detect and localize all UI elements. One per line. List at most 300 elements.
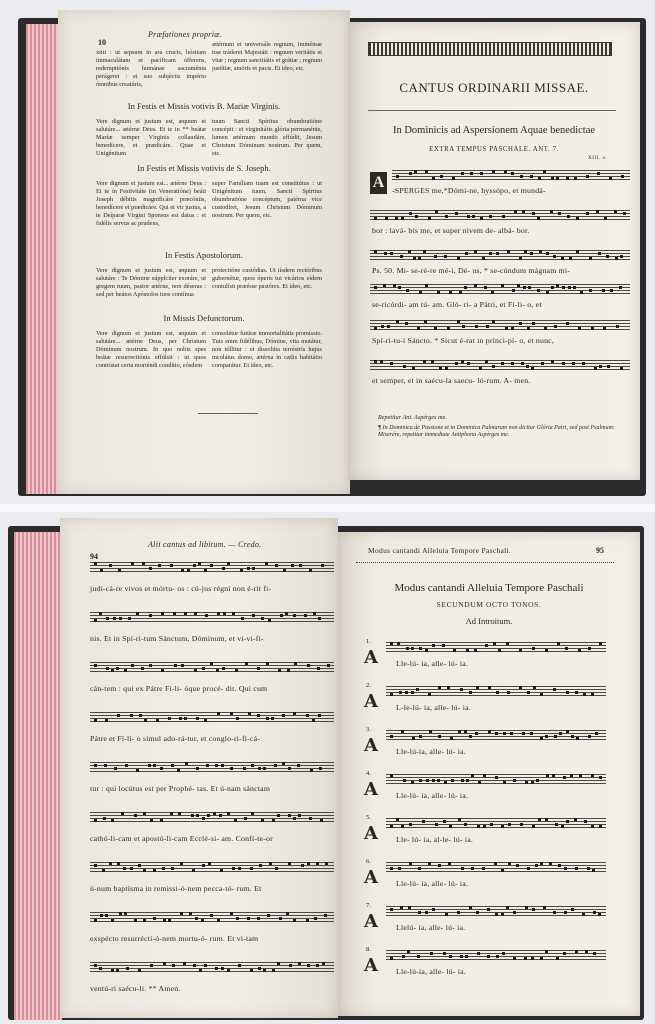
section-text-left: Vere dignum et justum est, æquum et salutáre : Te Dómine súpplciter exoráre, ut gregem tuum, pastor ætérne, non déseras : sed per beátos Apóstolos tuos contínua xyxy=(96,267,206,298)
neume xyxy=(117,862,120,865)
neume xyxy=(572,362,575,365)
neume xyxy=(452,177,455,180)
neume xyxy=(192,869,195,872)
neume xyxy=(390,252,393,255)
neume xyxy=(476,911,479,914)
neume xyxy=(102,869,105,872)
neume xyxy=(615,257,618,260)
neume xyxy=(430,952,433,955)
neume xyxy=(490,823,493,826)
neume xyxy=(407,950,410,953)
neume xyxy=(206,764,209,767)
neume xyxy=(580,291,583,294)
staff xyxy=(386,818,606,828)
neume xyxy=(298,814,301,817)
neume xyxy=(425,649,428,652)
neume xyxy=(526,365,529,368)
neume xyxy=(467,362,470,365)
section-heading: In Festis et Missis votivis B. Mariæ Virginis. xyxy=(127,101,281,111)
neume xyxy=(531,367,534,370)
neume xyxy=(251,764,254,767)
neume xyxy=(217,612,220,615)
neume xyxy=(117,714,120,717)
neume xyxy=(562,362,565,365)
neume xyxy=(210,914,213,917)
neume xyxy=(566,322,569,325)
neume xyxy=(451,779,454,782)
neume xyxy=(181,664,184,667)
neume xyxy=(380,360,383,363)
neume xyxy=(471,774,474,777)
neume xyxy=(158,564,161,567)
neume xyxy=(528,286,531,289)
neume xyxy=(508,823,511,826)
neume xyxy=(513,957,516,960)
neume xyxy=(519,649,522,652)
neume xyxy=(482,257,485,260)
neume xyxy=(116,667,119,670)
neume xyxy=(599,776,602,779)
neume xyxy=(217,919,220,922)
neume xyxy=(587,867,590,870)
neume xyxy=(474,250,477,253)
neume xyxy=(488,686,491,689)
neume xyxy=(287,669,290,672)
neume xyxy=(484,286,487,289)
neume xyxy=(104,764,107,767)
chant-lyric: Llelú- ia, alle- lú- ia. xyxy=(396,923,466,932)
neume xyxy=(512,289,515,292)
page-number: 94 xyxy=(90,552,98,561)
page-number: 95 xyxy=(596,546,604,555)
neume xyxy=(279,917,282,920)
neume xyxy=(267,914,270,917)
neume xyxy=(390,908,393,911)
neume xyxy=(505,327,508,330)
neume xyxy=(269,862,272,865)
neume xyxy=(149,614,152,617)
neume xyxy=(94,964,97,967)
neume xyxy=(316,964,319,967)
neume xyxy=(245,662,248,665)
neume xyxy=(318,617,321,620)
neume xyxy=(257,917,260,920)
neume xyxy=(592,869,595,872)
neume xyxy=(447,327,450,330)
tone-initial: A xyxy=(364,779,378,800)
neume xyxy=(483,825,486,828)
neume xyxy=(171,764,174,767)
neume xyxy=(103,817,106,820)
neume xyxy=(598,252,601,255)
neume xyxy=(111,819,114,822)
neume xyxy=(252,614,255,617)
neume xyxy=(116,969,119,972)
section-text-left: Vere dignum et justum est... ætérne Deus : Et te in Festivitáte (in Veneratióne) beáti Joseph débitis magnificáre præcóniis, benedícere et prædicáre. Qui et vir justus, a te Deíparæ Vírgini Sponsus est datus : et fidélis servus ac prudens, xyxy=(96,180,206,227)
neume xyxy=(591,774,594,777)
neume xyxy=(320,819,323,822)
neume xyxy=(282,762,285,765)
neume xyxy=(501,362,504,365)
neume xyxy=(219,814,222,817)
neume xyxy=(227,562,230,565)
photo-divider xyxy=(0,504,655,512)
neume xyxy=(390,825,393,828)
neume xyxy=(168,919,171,922)
neume xyxy=(232,612,235,615)
chant-lyric: Lle-lú-ia, alle- lú- ia. xyxy=(396,747,466,756)
neume xyxy=(564,867,567,870)
caption: SECUNDUM OCTO TONOS. xyxy=(436,600,542,609)
neume xyxy=(213,812,216,815)
neume xyxy=(513,911,516,914)
chant-lyric: Ps. 50. Mi- se-ré-re mé-i, Dé- us, * se-cúndum mágnam mi- xyxy=(372,266,571,275)
page-title: CANTUS ORDINARII MISSAE. xyxy=(399,80,589,95)
neume xyxy=(546,774,549,777)
chant-lyric: bor : lavá- bis me, et super nivem de- albá- bor. xyxy=(372,226,530,235)
neume xyxy=(466,779,469,782)
neume xyxy=(429,730,432,733)
neume xyxy=(202,864,205,867)
neume xyxy=(543,906,546,909)
neume xyxy=(309,817,312,820)
prefatio-intro-right: ætérnum et universále regnum, imménsæ tuæ tráderet Majestáti : regnum veritátis et vitæ ; regnum sanctitátis et grátiæ ; regnum justítiæ, amóris et pacis. Et ídeo, etc. xyxy=(212,41,322,72)
neume xyxy=(412,367,415,370)
neume xyxy=(532,908,535,911)
neume xyxy=(546,252,549,255)
neume xyxy=(552,774,555,777)
neume xyxy=(486,325,489,328)
neume xyxy=(144,719,147,722)
neume xyxy=(584,820,587,823)
neume xyxy=(485,360,488,363)
neume xyxy=(126,967,129,970)
neume xyxy=(496,691,499,694)
neume xyxy=(277,814,280,817)
neume xyxy=(399,691,402,694)
chant-lyric: cathó-li-cam et apostó-li-cam Ecclé-si- am. Confí-te-or xyxy=(90,834,273,843)
neume xyxy=(418,867,421,870)
section-text-left: Vere dignum et justum est, æquum et salutáre... ætérne Deus. Et te in ** beátæ Maríæ semper Vírginis collaudáre, benedícere, et prædicáre. Quae et Unigénitum xyxy=(96,118,206,157)
neume xyxy=(591,693,594,696)
neume xyxy=(109,862,112,865)
neume xyxy=(374,217,377,220)
neume xyxy=(196,717,199,720)
chant-lyric: se-ricórdi- am tú- am. Gló- ri- a Pátri, et Fí-li- o, et xyxy=(372,300,542,309)
neume xyxy=(474,649,477,652)
neume xyxy=(507,691,510,694)
running-head: Alii cantus ad libitum. — Credo. xyxy=(148,540,262,549)
ornament-band xyxy=(368,42,612,56)
caption: EXTRA TEMPUS PASCHALE. ANT. 7. xyxy=(429,146,559,153)
running-head: Modus cantandi Alleluia Tempore Paschali. xyxy=(368,546,512,555)
neume xyxy=(291,564,294,567)
neume xyxy=(416,688,419,691)
neume xyxy=(409,862,412,865)
neume xyxy=(417,955,420,958)
neume xyxy=(424,320,427,323)
neume xyxy=(280,614,283,617)
neume xyxy=(432,644,435,647)
neume xyxy=(457,257,460,260)
neume xyxy=(496,252,499,255)
neume xyxy=(124,669,127,672)
neume xyxy=(428,862,431,865)
neume xyxy=(216,669,219,672)
neume xyxy=(227,969,230,972)
neume xyxy=(558,864,561,867)
neume xyxy=(250,867,253,870)
neume xyxy=(501,913,504,916)
neume xyxy=(121,812,124,815)
neume xyxy=(125,764,128,767)
tone-number: 5. xyxy=(366,814,371,821)
neume xyxy=(519,686,522,689)
neume xyxy=(540,737,543,740)
neume xyxy=(180,862,183,865)
neume xyxy=(501,284,504,287)
neume xyxy=(419,735,422,738)
neume xyxy=(553,255,556,258)
neume xyxy=(201,919,204,922)
neume xyxy=(403,779,406,782)
chant-lyric: Lle-lú- ia, alle- lú- ia. xyxy=(396,659,469,668)
neume xyxy=(609,177,612,180)
neume xyxy=(272,969,275,972)
neume xyxy=(527,327,530,330)
neume xyxy=(170,564,173,567)
neume xyxy=(215,764,218,767)
neume xyxy=(161,669,164,672)
neume xyxy=(434,255,437,258)
neume xyxy=(443,820,446,823)
neume xyxy=(230,767,233,770)
neume xyxy=(474,284,477,287)
neume xyxy=(455,212,458,215)
neume xyxy=(238,867,241,870)
neume xyxy=(150,964,153,967)
neume xyxy=(425,284,428,287)
neume xyxy=(400,906,403,909)
neume xyxy=(150,819,153,822)
neume xyxy=(106,617,109,620)
neume xyxy=(109,564,112,567)
neume xyxy=(406,289,409,292)
neume xyxy=(471,867,474,870)
neume xyxy=(230,912,233,915)
neume xyxy=(444,781,447,784)
neume xyxy=(461,779,464,782)
neume xyxy=(401,217,404,220)
neume xyxy=(545,950,548,953)
neume xyxy=(489,252,492,255)
neume xyxy=(540,957,543,960)
neume xyxy=(138,864,141,867)
neume xyxy=(272,819,275,822)
neume xyxy=(274,764,277,767)
chant-lyric: et semper, et in saécu-la saecu- ló-rum. A- men. xyxy=(372,376,531,385)
neume xyxy=(576,737,579,740)
neume xyxy=(533,686,536,689)
neume xyxy=(390,867,393,870)
neume xyxy=(511,172,514,175)
neume xyxy=(202,817,205,820)
neume xyxy=(266,717,269,720)
neume xyxy=(307,862,310,865)
neume xyxy=(457,911,460,914)
neume xyxy=(472,215,475,218)
neume xyxy=(498,649,501,652)
subheading: Ad Introitum. xyxy=(465,616,513,626)
neume xyxy=(558,212,561,215)
neume xyxy=(143,919,146,922)
neume xyxy=(445,367,448,370)
section-text-right: super Famíliam tuam est constitútus : ut Unigénitum tuum, Sancti Spíritus obumbratióne concéptum, patérna vice custodíret, Jesum Christum Dóminum nostrum. Per quem, etc. xyxy=(212,180,322,219)
neume xyxy=(306,714,309,717)
neume xyxy=(494,862,497,865)
neume xyxy=(283,569,286,572)
neume xyxy=(620,255,623,258)
neume xyxy=(599,825,602,828)
neume xyxy=(396,175,399,178)
chant-lyric: Lle- lú- ia, al-le- lú- ia. xyxy=(396,835,474,844)
neume xyxy=(310,769,313,772)
footnote: ¶ In Dominica de Passione et in Dominica Palmarum non dicitur Glória Patri, sed post Psalmum: Miserére, repetitur immediate Antiphona Aspérges me. xyxy=(378,425,615,438)
page-title: Modus cantandi Alleluia Tempore Paschali xyxy=(394,582,584,594)
neume xyxy=(143,812,146,815)
chant-lyric: L-le-lú- ia, alle- lú- ia. xyxy=(396,703,471,712)
tone-initial: A xyxy=(364,691,378,712)
neume xyxy=(530,252,533,255)
neume xyxy=(553,911,556,914)
chant-lyric: ú-num baptísma in remissi-ó-nem pecca-tó- rum. Et xyxy=(90,884,262,893)
neume xyxy=(432,779,435,782)
neume xyxy=(397,642,400,645)
neume xyxy=(105,719,108,722)
neume xyxy=(313,612,316,615)
neume xyxy=(565,647,568,650)
neume xyxy=(136,612,139,615)
neume xyxy=(400,255,403,258)
neume xyxy=(185,762,188,765)
neume xyxy=(519,257,522,260)
neume xyxy=(94,919,97,922)
neume xyxy=(288,862,291,865)
neume xyxy=(94,562,97,565)
neume xyxy=(514,210,517,213)
neume xyxy=(521,362,524,365)
neume xyxy=(227,812,230,815)
left-page xyxy=(58,10,350,494)
neume xyxy=(485,644,488,647)
neume xyxy=(285,612,288,615)
neume xyxy=(325,862,328,865)
neume xyxy=(384,252,387,255)
neume xyxy=(445,913,448,916)
neume xyxy=(417,327,420,330)
neume xyxy=(614,210,617,213)
neume xyxy=(530,732,533,735)
page-number: 10 xyxy=(98,38,106,47)
neume xyxy=(419,647,422,650)
neume xyxy=(527,867,530,870)
neume xyxy=(540,693,543,696)
neume xyxy=(621,175,624,178)
neume xyxy=(550,210,553,213)
neume xyxy=(520,823,523,826)
neume xyxy=(537,289,540,292)
neume xyxy=(205,614,208,617)
chant-lyric: cán-tem : qui ex Pátre Fi-li- óque procé- dit. Qui cum xyxy=(90,684,268,693)
neume xyxy=(294,662,297,665)
neume xyxy=(94,664,97,667)
neume xyxy=(181,569,184,572)
neume xyxy=(588,735,591,738)
neume xyxy=(522,732,525,735)
neume xyxy=(589,257,592,260)
neume xyxy=(130,867,133,870)
neume xyxy=(143,869,146,872)
tone-initial: A xyxy=(364,823,378,844)
neume xyxy=(524,250,527,253)
neume xyxy=(220,869,223,872)
neume xyxy=(94,819,97,822)
chant-lyric: exspécto resurrécti-ó-nem mortu-ó- rum. Et vi-tam xyxy=(90,934,259,943)
section-heading: In Missis Defunctorum. xyxy=(163,313,245,323)
neume xyxy=(244,817,247,820)
neume xyxy=(480,172,483,175)
neume xyxy=(503,732,506,735)
neume xyxy=(440,175,443,178)
neume xyxy=(510,732,513,735)
neume xyxy=(464,823,467,826)
neume xyxy=(94,864,97,867)
neume xyxy=(578,327,581,330)
neume xyxy=(599,365,602,368)
neume xyxy=(464,286,467,289)
neume xyxy=(566,730,569,733)
neume xyxy=(492,170,495,173)
neume xyxy=(482,867,485,870)
neume xyxy=(271,717,274,720)
neume xyxy=(248,712,251,715)
neume xyxy=(469,906,472,909)
neume xyxy=(99,967,102,970)
neume xyxy=(523,286,526,289)
neume xyxy=(546,291,549,294)
neume xyxy=(519,322,522,325)
neume xyxy=(119,912,122,915)
neume xyxy=(105,914,108,917)
neume xyxy=(418,911,421,914)
neume xyxy=(258,967,261,970)
neume xyxy=(221,967,224,970)
neume xyxy=(139,714,142,717)
neume xyxy=(230,712,233,715)
neume xyxy=(160,819,163,822)
neume xyxy=(517,284,520,287)
neume xyxy=(223,612,226,615)
neume xyxy=(243,767,246,770)
neume xyxy=(475,325,478,328)
neume xyxy=(453,649,456,652)
neume xyxy=(252,567,255,570)
neume xyxy=(374,327,377,330)
neume xyxy=(434,327,437,330)
neume xyxy=(541,362,544,365)
neume xyxy=(297,764,300,767)
ornament-rule xyxy=(356,562,614,567)
